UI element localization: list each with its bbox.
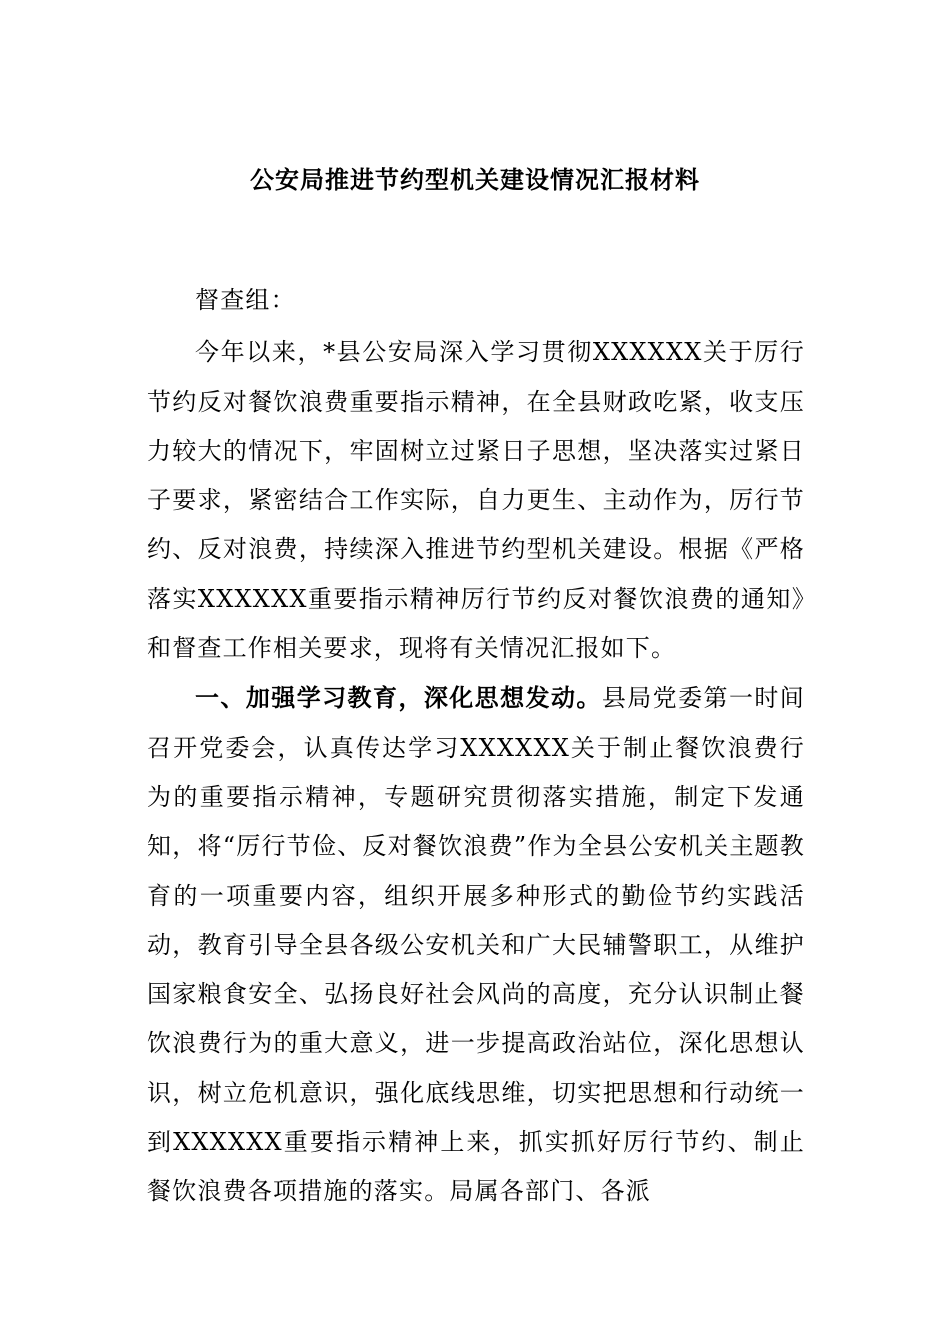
salutation: 督查组： <box>195 286 296 314</box>
section-1-text: 县局党委第一时间召开党委会，认真传达学习XXXXXX关于制止餐饮浪费行为的重要指示精神，专题研究贯彻落实措施，制定下发通知，将“厉行节俭、反对餐饮浪费”作为全县公安机关主题教育的一项重要内容，组织开展多种形式的勤俭节约实践活动，教育引导全县各级公安机关和广大民辅警职工，从维护国家粮食安全、弘扬良好社会风尚的高度，充分认识制止餐饮浪费行为的重大意义，进一步提高政治站位，深化思想认识，树立危机意识，强化底线思维，切实把思想和行动统一到XXXXXX重要指示精神上来，抓实抓好厉行节约、制止餐饮浪费各项措施的落实。局属各部门、各派 <box>147 684 805 1206</box>
section-1-heading: 一、加强学习教育，深化思想发动。 <box>195 683 602 713</box>
document-body <box>147 276 805 1217</box>
document-title: 公安局推进节约型机关建设情况汇报材料 <box>250 165 700 194</box>
intro-paragraph: 今年以来，*县公安局深入学习贯彻XXXXXX关于厉行节约反对餐饮浪费重要指示精神，在全县财政吃紧，收支压力较大的情况下，牢固树立过紧日子思想，坚决落实过紧日子要求，紧密结合工作实际，自力更生、主动作为，厉行节约、反对浪费，持续深入推进节约型机关建设。根据《严格落实XXXXXX重要指示精神厉行节约反对餐饮浪费的通知》和督查工作相关要求，现将有关情况汇报如下。 <box>147 338 805 663</box>
section-1-paragraph <box>147 673 805 1216</box>
